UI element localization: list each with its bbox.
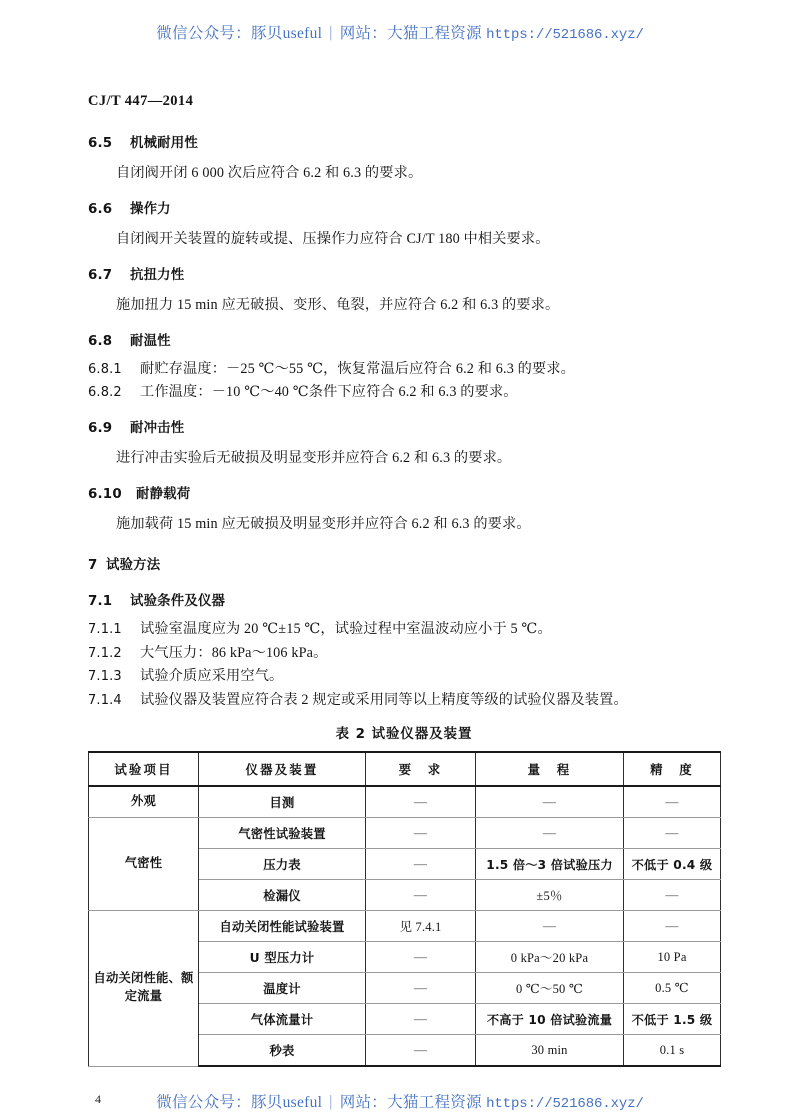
cell-accuracy: — (624, 880, 721, 911)
watermark-site-label: 网站：大猫工程资源 (339, 25, 482, 42)
column-header-device: 仪器及装置 (199, 752, 366, 786)
cell-range: 1.5 倍～3 倍试验压力 (476, 849, 624, 880)
clause-title-6-10: 耐静载荷 (136, 487, 191, 503)
column-header-range: 量 程 (476, 752, 624, 786)
clause-body-6-8-2 (88, 383, 720, 402)
cell-device: 秒表 (199, 1035, 366, 1067)
cell-requirement: 见 7.4.1 (366, 911, 476, 942)
cell-range: 0 kPa～20 kPa (476, 942, 624, 973)
clause-number-6-8-2: 6.8.2 (88, 385, 122, 401)
table-row (89, 911, 721, 942)
row-group-label-airtightness: 气密性 (89, 818, 199, 911)
clause-title-6-5: 机械耐用性 (130, 136, 198, 151)
column-header-accuracy: 精 度 (624, 752, 721, 786)
clause-number-6-9: 6.9 (88, 421, 113, 437)
clause-number-6-10: 6.10 (88, 487, 122, 503)
watermark-separator: | (329, 24, 333, 41)
clause-number-7-1: 7.1 (88, 593, 113, 609)
cell-requirement: — (366, 880, 476, 911)
cell-range: — (476, 911, 624, 942)
row-group-label-autoclose-flow: 自动关闭性能、额定流量 (89, 911, 199, 1067)
clause-title-7-1: 试验条件及仪器 (130, 593, 226, 609)
page-number: 4 (95, 1092, 101, 1106)
table-test-instruments (88, 751, 721, 1067)
clause-text-6-8-2: 工作温度：－10 ℃～40 ℃条件下应符合 6.2 和 6.3 的要求。 (140, 384, 518, 401)
clause-number-6-8-1: 6.8.1 (88, 361, 122, 377)
cell-accuracy: — (624, 786, 721, 818)
watermark-url: https://521686.xyz/ (486, 1096, 644, 1112)
clause-title-6-9: 耐冲击性 (130, 421, 185, 437)
cell-accuracy: 10 Pa (624, 942, 721, 973)
cell-requirement: — (366, 942, 476, 973)
clause-heading-7 (88, 558, 720, 575)
cell-device: 气密性试验装置 (199, 818, 366, 849)
clause-body-7-1-4 (88, 691, 720, 710)
cell-accuracy: 0.5 ℃ (624, 973, 721, 1004)
cell-requirement: — (366, 786, 476, 818)
clause-text-7-1-1: 试验室温度应为 20 ℃±15 ℃，试验过程中室温波动应小于 5 ℃。 (140, 620, 552, 637)
clause-body-7-1-2 (88, 644, 720, 663)
clause-number-7-1-2: 7.1.2 (88, 645, 122, 661)
clause-heading-6-9 (88, 421, 720, 438)
row-group-label-appearance: 外观 (89, 786, 199, 818)
clause-body-7-1-1 (88, 620, 720, 639)
clause-heading-6-7 (88, 268, 720, 285)
clause-text-7-1-4: 试验仪器及装置应符合表 2 规定或采用同等以上精度等级的试验仪器及装置。 (140, 692, 628, 709)
clause-title-7: 试验方法 (106, 558, 161, 574)
clause-heading-6-5 (88, 136, 720, 153)
document-body (88, 136, 720, 710)
watermark-wechat-label: 微信公众号：豚贝useful (156, 25, 323, 42)
clause-number-7: 7 (88, 558, 98, 574)
cell-device: 温度计 (199, 973, 366, 1004)
cell-requirement: — (366, 1035, 476, 1067)
watermark-bottom (0, 1090, 800, 1112)
clause-heading-6-8 (88, 334, 720, 351)
clause-number-6-5: 6.5 (88, 136, 113, 151)
cell-accuracy: — (624, 911, 721, 942)
clause-body-6-7: 施加扭力 15 min 应无破损、变形、龟裂，并应符合 6.2 和 6.3 的要求。 (116, 296, 560, 313)
clause-number-7-1-1: 7.1.1 (88, 621, 122, 637)
table-header-row (89, 752, 721, 786)
cell-requirement: — (366, 818, 476, 849)
standard-number-header: CJ/T 447—2014 (88, 93, 194, 109)
clause-text-7-1-3: 试验介质应采用空气。 (140, 668, 284, 685)
column-header-requirement: 要 求 (366, 752, 476, 786)
clause-body-7-1-3 (88, 667, 720, 686)
cell-device: 压力表 (199, 849, 366, 880)
cell-accuracy: 不低于 1.5 级 (624, 1004, 721, 1035)
cell-range: — (476, 786, 624, 818)
clause-text-7-1-2: 大气压力：86 kPa～106 kPa。 (140, 644, 328, 661)
cell-accuracy: 不低于 0.4 级 (624, 849, 721, 880)
table-2-container (88, 723, 720, 1067)
clause-heading-6-10 (88, 487, 720, 504)
watermark-url: https://521686.xyz/ (486, 27, 644, 43)
table-row (89, 786, 721, 818)
cell-device: 目测 (199, 786, 366, 818)
clause-title-6-6: 操作力 (130, 201, 171, 217)
clause-number-6-7: 6.7 (88, 267, 113, 283)
cell-requirement: — (366, 973, 476, 1004)
cell-accuracy: — (624, 818, 721, 849)
cell-range: 30 min (476, 1035, 624, 1067)
cell-device: 气体流量计 (199, 1004, 366, 1035)
cell-requirement: — (366, 849, 476, 880)
clause-body-6-10: 施加载荷 15 min 应无破损及明显变形并应符合 6.2 和 6.3 的要求。 (116, 515, 531, 532)
watermark-separator: | (329, 1093, 333, 1110)
cell-device: U 型压力计 (199, 942, 366, 973)
cell-accuracy: 0.1 s (624, 1035, 721, 1067)
clause-heading-6-6 (88, 202, 720, 219)
clause-number-7-1-3: 7.1.3 (88, 669, 122, 685)
clause-heading-7-1 (88, 594, 720, 611)
watermark-wechat-label: 微信公众号：豚贝useful (156, 1094, 323, 1111)
column-header-test-item: 试验项目 (89, 752, 199, 786)
clause-title-6-7: 抗扭力性 (130, 267, 185, 283)
clause-title-6-8: 耐温性 (130, 333, 171, 349)
clause-number-7-1-4: 7.1.4 (88, 693, 122, 709)
clause-body-6-5: 自闭阀开闭 6 000 次后应符合 6.2 和 6.3 的要求。 (116, 164, 423, 181)
watermark-site-label: 网站：大猫工程资源 (339, 1094, 482, 1111)
cell-device: 自动关闭性能试验装置 (199, 911, 366, 942)
clause-body-6-8-1 (88, 360, 720, 379)
cell-range: 不高于 10 倍试验流量 (476, 1004, 624, 1035)
clause-body-6-6: 自闭阀开关装置的旋转或提、压操作力应符合 CJ/T 180 中相关要求。 (116, 230, 550, 247)
cell-requirement: — (366, 1004, 476, 1035)
clause-number-6-8: 6.8 (88, 333, 113, 349)
table-row (89, 818, 721, 849)
cell-range: ±5％ (476, 880, 624, 911)
cell-device: 检漏仪 (199, 880, 366, 911)
cell-range: — (476, 818, 624, 849)
clause-text-6-8-1: 耐贮存温度：－25 ℃～55 ℃，恢复常温后应符合 6.2 和 6.3 的要求。 (140, 360, 575, 377)
clause-body-6-9: 进行冲击实验后无破损及明显变形并应符合 6.2 和 6.3 的要求。 (116, 450, 512, 467)
cell-range: 0 ℃～50 ℃ (476, 973, 624, 1004)
clause-number-6-6: 6.6 (88, 201, 113, 217)
table-caption: 表 2 试验仪器及装置 (335, 727, 473, 742)
watermark-top (0, 21, 800, 43)
